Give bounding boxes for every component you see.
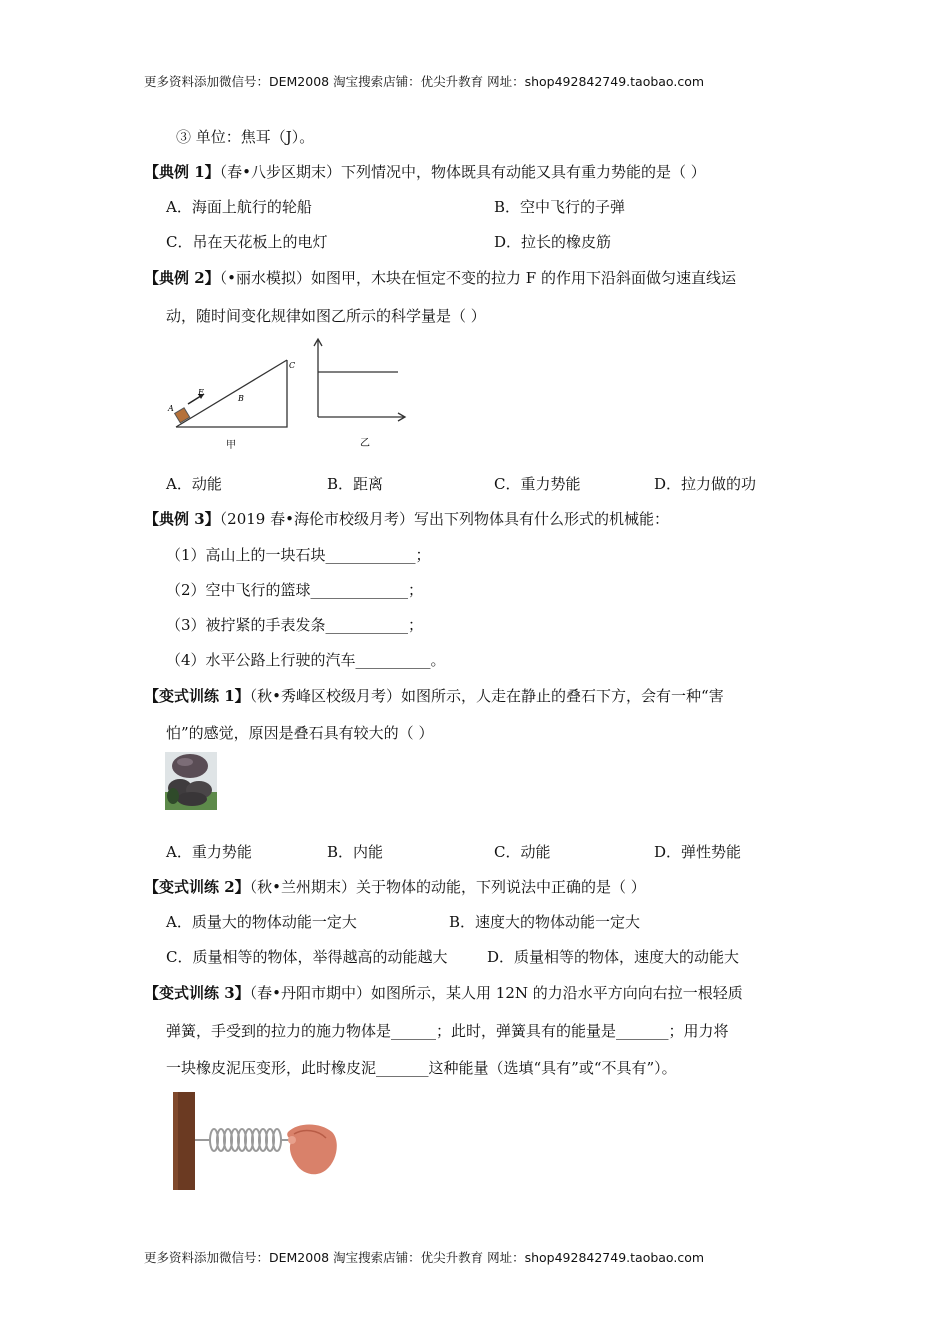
option-d: D．弹性势能 — [654, 843, 742, 861]
option-d: D．拉力做的功 — [654, 475, 757, 493]
fill-item-2: （2）空中飞行的篮球_____________； — [166, 581, 424, 599]
option-a: A．重力势能 — [166, 843, 252, 861]
example-3-stem: 【典例 3】（2019 春•海伦市校级月考）写出下列物体具有什么形式的机械能： — [144, 510, 669, 528]
training-3-stem-line3: 一块橡皮泥压变形，此时橡皮泥_______这种能量（选填“具有”或“不具有”）。 — [166, 1059, 677, 1077]
option-c: C．重力势能 — [494, 475, 581, 493]
training-3-stem-line1: 【变式训练 3】（春•丹阳市期中）如图所示，某人用 12N 的力沿水平方向向右拉一根轻质 — [144, 984, 743, 1002]
training-2-tag: 【变式训练 2】 — [144, 878, 250, 896]
option-b: B．空中飞行的子弹 — [494, 198, 626, 216]
unit-line: ③ 单位：焦耳（J）。 — [176, 128, 315, 146]
option-b: B．内能 — [327, 843, 384, 861]
spring-figure — [170, 1090, 345, 1192]
fill-item-3: （3）被拧紧的手表发条___________； — [166, 616, 424, 634]
option-b: B．速度大的物体动能一定大 — [449, 913, 641, 931]
training-2-stem: 【变式训练 2】（秋•兰州期末）关于物体的动能，下列说法中正确的是（ ） — [144, 878, 646, 896]
incline-slope — [176, 360, 287, 427]
label-yi: 乙 — [360, 438, 370, 449]
option-a: A．海面上航行的轮船 — [166, 198, 312, 216]
option-c: C．质量相等的物体，举得越高的动能越大 — [166, 948, 448, 966]
option-c: C．动能 — [494, 843, 551, 861]
training-3-stem-line2: 弹簧，手受到的拉力的施力物体是______；此时，弹簧具有的能量是_______；用力将 — [166, 1022, 729, 1040]
training-3-tag: 【变式训练 3】 — [144, 984, 250, 1002]
incline-and-graph-figure — [160, 330, 420, 455]
option-d: D．质量相等的物体，速度大的动能大 — [487, 948, 740, 966]
page-footer: 更多资料添加微信号：DEM2008 淘宝搜索店铺：优尖升教育 网址：shop492842749.taobao.com — [144, 1250, 705, 1265]
top-rock — [172, 754, 208, 778]
stacked-rocks-photo — [165, 752, 217, 810]
example-2-stem-line2: 动，随时间变化规律如图乙所示的科学量是（ ） — [166, 307, 486, 325]
label-a: A — [168, 404, 174, 413]
page-header: 更多资料添加微信号：DEM2008 淘宝搜索店铺：优尖升教育 网址：shop492842749.taobao.com — [144, 74, 705, 89]
option-a: A．质量大的物体动能一定大 — [166, 913, 357, 931]
spring-coils — [210, 1129, 281, 1151]
example-1-tag: 【典例 1】 — [144, 163, 220, 181]
example-3-tag: 【典例 3】 — [144, 510, 220, 528]
example-1-stem: 【典例 1】（春•八步区期末）下列情况中，物体既具有动能又具有重力势能的是（ ） — [144, 163, 706, 181]
option-d: D．拉长的橡皮筋 — [494, 233, 612, 251]
label-f: F — [198, 388, 204, 397]
option-b: B．距离 — [327, 475, 384, 493]
training-1-tag: 【变式训练 1】 — [144, 687, 250, 705]
option-c: C．吊在天花板上的电灯 — [166, 233, 328, 251]
example-2-tag: 【典例 2】 — [144, 269, 220, 287]
label-c: C — [289, 361, 296, 370]
hand — [287, 1125, 337, 1175]
fill-item-4: （4）水平公路上行驶的汽车__________。 — [166, 651, 446, 669]
fill-item-1: （1）高山上的一块石块____________； — [166, 546, 431, 564]
training-1-stem-line2: 怕”的感觉，原因是叠石具有较大的（ ） — [166, 724, 434, 742]
label-b: B — [238, 394, 244, 403]
label-jia: 甲 — [226, 440, 236, 451]
training-1-stem-line1: 【变式训练 1】（秋•秀峰区校级月考）如图所示，人走在静止的叠石下方，会有一种“害 — [144, 687, 724, 705]
option-a: A．动能 — [166, 475, 222, 493]
example-2-stem-line1: 【典例 2】（•丽水模拟）如图甲，木块在恒定不变的拉力 F 的作用下沿斜面做匀速直线运 — [144, 269, 736, 287]
